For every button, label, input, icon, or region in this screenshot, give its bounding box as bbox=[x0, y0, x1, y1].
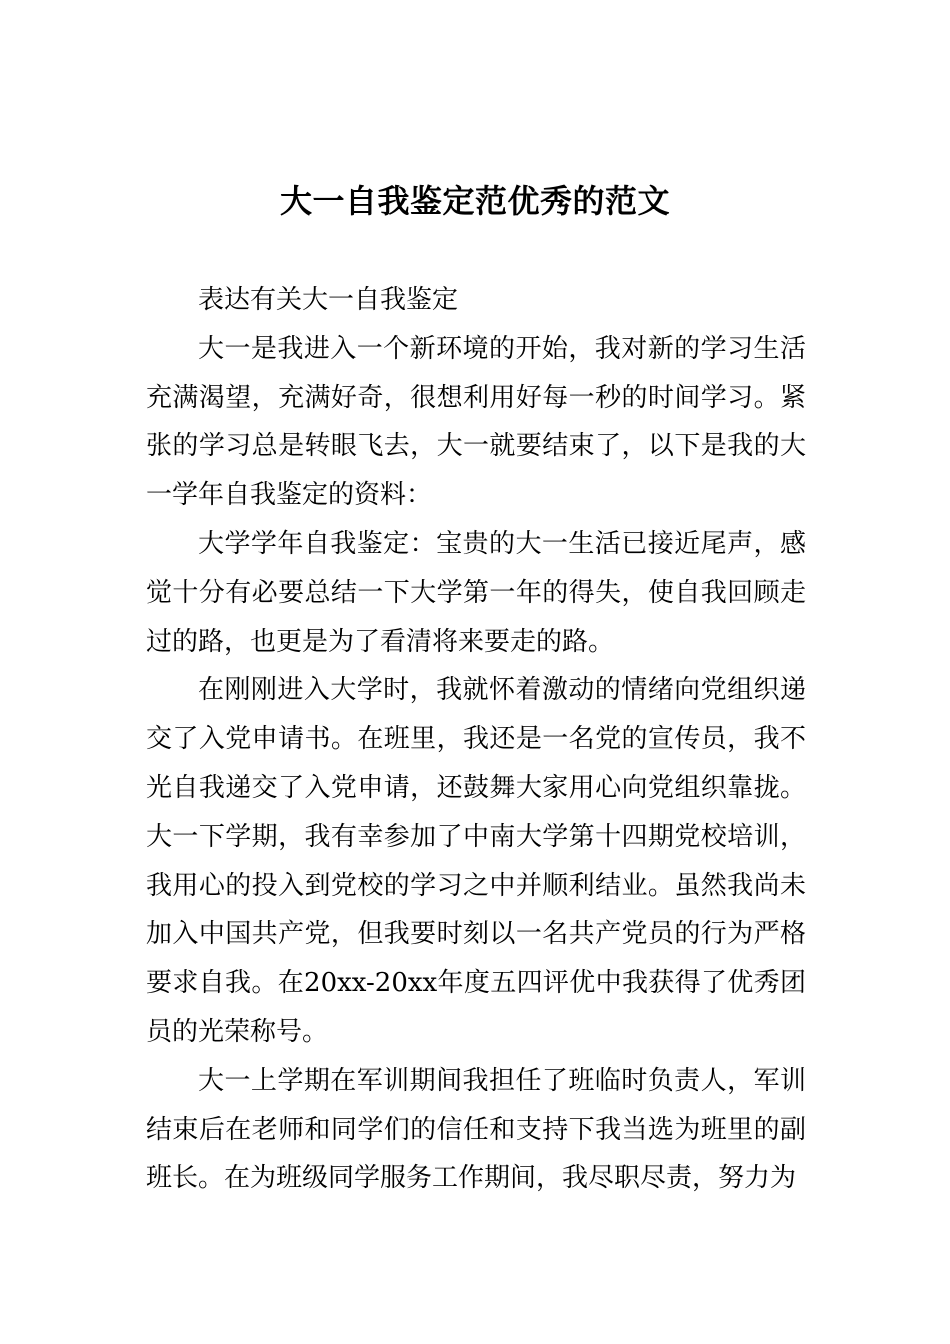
paragraph: 大一上学期在军训期间我担任了班临时负责人，军训结束后在老师和同学们的信任和支持下我当选为班里的副班长。在为班级同学服务工作期间，我尽职尽责，努力为 bbox=[146, 1065, 806, 1194]
document-body bbox=[146, 276, 806, 1203]
paragraph: 大学学年自我鉴定：宝贵的大一生活已接近尾声，感觉十分有必要总结一下大学第一年的得失，使自我回顾走过的路，也更是为了看清将来要走的路。 bbox=[146, 528, 806, 657]
document-title: 大一自我鉴定范优秀的范文 bbox=[279, 182, 670, 220]
paragraph-heading: 表达有关大一自我鉴定 bbox=[198, 285, 459, 315]
paragraph: 在刚刚进入大学时，我就怀着激动的情绪向党组织递交了入党申请书。在班里，我还是一名党的宣传员，我不光自我递交了入党申请，还鼓舞大家用心向党组织靠拢。大一下学期，我有幸参加了中南大学第十四期党校培训，我用心的投入到党校的学习之中并顺利结业。虽然我尚未加入中国共产党，但我要时刻以一名共产党员的行为严格要求自我。在20xx-20xx年度五四评优中我获得了优秀团员的光荣称号。 bbox=[146, 675, 806, 1047]
paragraph: 大一是我进入一个新环境的开始，我对新的学习生活充满渴望，充满好奇，很想利用好每一秒的时间学习。紧张的学习总是转眼飞去，大一就要结束了，以下是我的大一学年自我鉴定的资料： bbox=[146, 333, 806, 511]
